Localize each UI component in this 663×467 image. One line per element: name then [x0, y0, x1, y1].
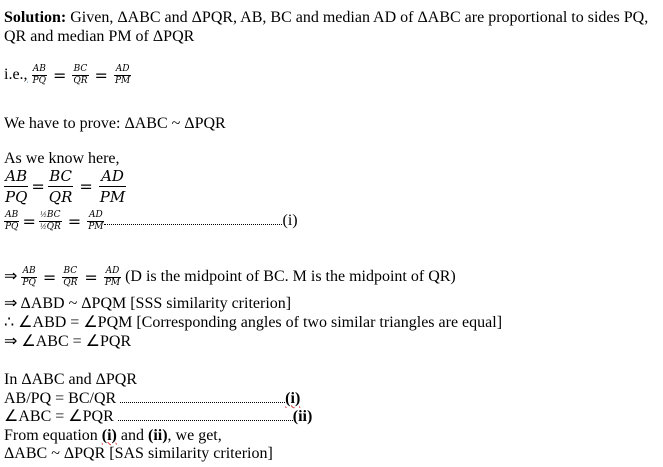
from-equation-line: From equation (i) and (ii), we get,	[4, 427, 222, 444]
solution-line-2: QR and median PM of ΔPQR	[4, 28, 195, 45]
half-equation: $\frac{AB}{PQ}$ = $\frac{\text{½BC}}{\text{½QR}}$ = $\frac{AD}{PM}$ (i)	[5, 210, 298, 232]
fraction: $\frac{AB}{PQ}$	[5, 167, 28, 206]
implies-line: ⇒ $\frac{AB}{PQ}$ = $\frac{BC}{QR}$ = $\frac{AD}{PM}$ (D is the midpoint of BC. M is the midpoint of QR)	[4, 266, 456, 288]
fraction: $\frac{AB}{PQ}$	[22, 266, 36, 288]
fraction: $\frac{AB}{PQ}$	[5, 210, 19, 232]
solution-line-1	[4, 9, 648, 27]
prove-line: We have to prove: ΔABC ~ ΔPQR	[4, 115, 226, 132]
given-text: Given, ΔABC and ΔPQR, AB, BC and median AD of ΔABC are proportional to sides PQ,	[66, 9, 649, 26]
fraction: $\frac{AD}{PM}$	[114, 64, 131, 86]
equation-ref: (i)	[282, 212, 298, 230]
large-equation: $\frac{AB}{PQ}$ = $\frac{BC}{QR}$ = $\frac{AD}{PM}$	[5, 167, 126, 206]
fraction: $\frac{BC}{QR}$	[48, 167, 73, 206]
step-line: ⇒ ∠ABC = ∠PQR	[4, 333, 132, 350]
midpoint-note: (D is the midpoint of BC. M is the midpoint of QR)	[125, 268, 456, 286]
step-line: ⇒ ΔABD ~ ΔPQM [SSS similarity criterion]	[4, 295, 292, 312]
fraction: $\frac{AD}{PM}$	[99, 167, 126, 206]
ie-line: i.e., $\frac{AB}{PQ}$ = $\frac{BC}{QR}$ = $\frac{AD}{PM}$	[4, 64, 131, 86]
fraction: $\frac{AD}{PM}$	[104, 266, 121, 288]
fraction: $\frac{BC}{QR}$	[63, 266, 78, 288]
as-we-know-line: As we know here,	[4, 150, 120, 167]
fraction: $\frac{BC}{QR}$	[73, 64, 88, 86]
fraction: $\frac{\text{½BC}}{\text{½QR}}$	[39, 210, 61, 232]
solution-label: Solution:	[4, 9, 67, 26]
equation-ii-line: ∠ABC = ∠PQR (ii)	[4, 408, 313, 425]
step-line: ∴ ∠ABD = ∠PQM [Corresponding angles of two similar triangles are equal]	[4, 314, 503, 331]
conclusion-intro: In ΔABC and ΔPQR	[4, 371, 138, 388]
fraction: $\frac{AD}{PM}$	[88, 210, 104, 232]
leader-dots	[104, 224, 282, 225]
final-line: ΔABC ~ ΔPQR [SAS similarity criterion]	[4, 445, 273, 462]
fraction: $\frac{AB}{PQ}$	[32, 64, 46, 86]
equation-i-line: AB/PQ = BC/QR (i)	[4, 390, 301, 407]
